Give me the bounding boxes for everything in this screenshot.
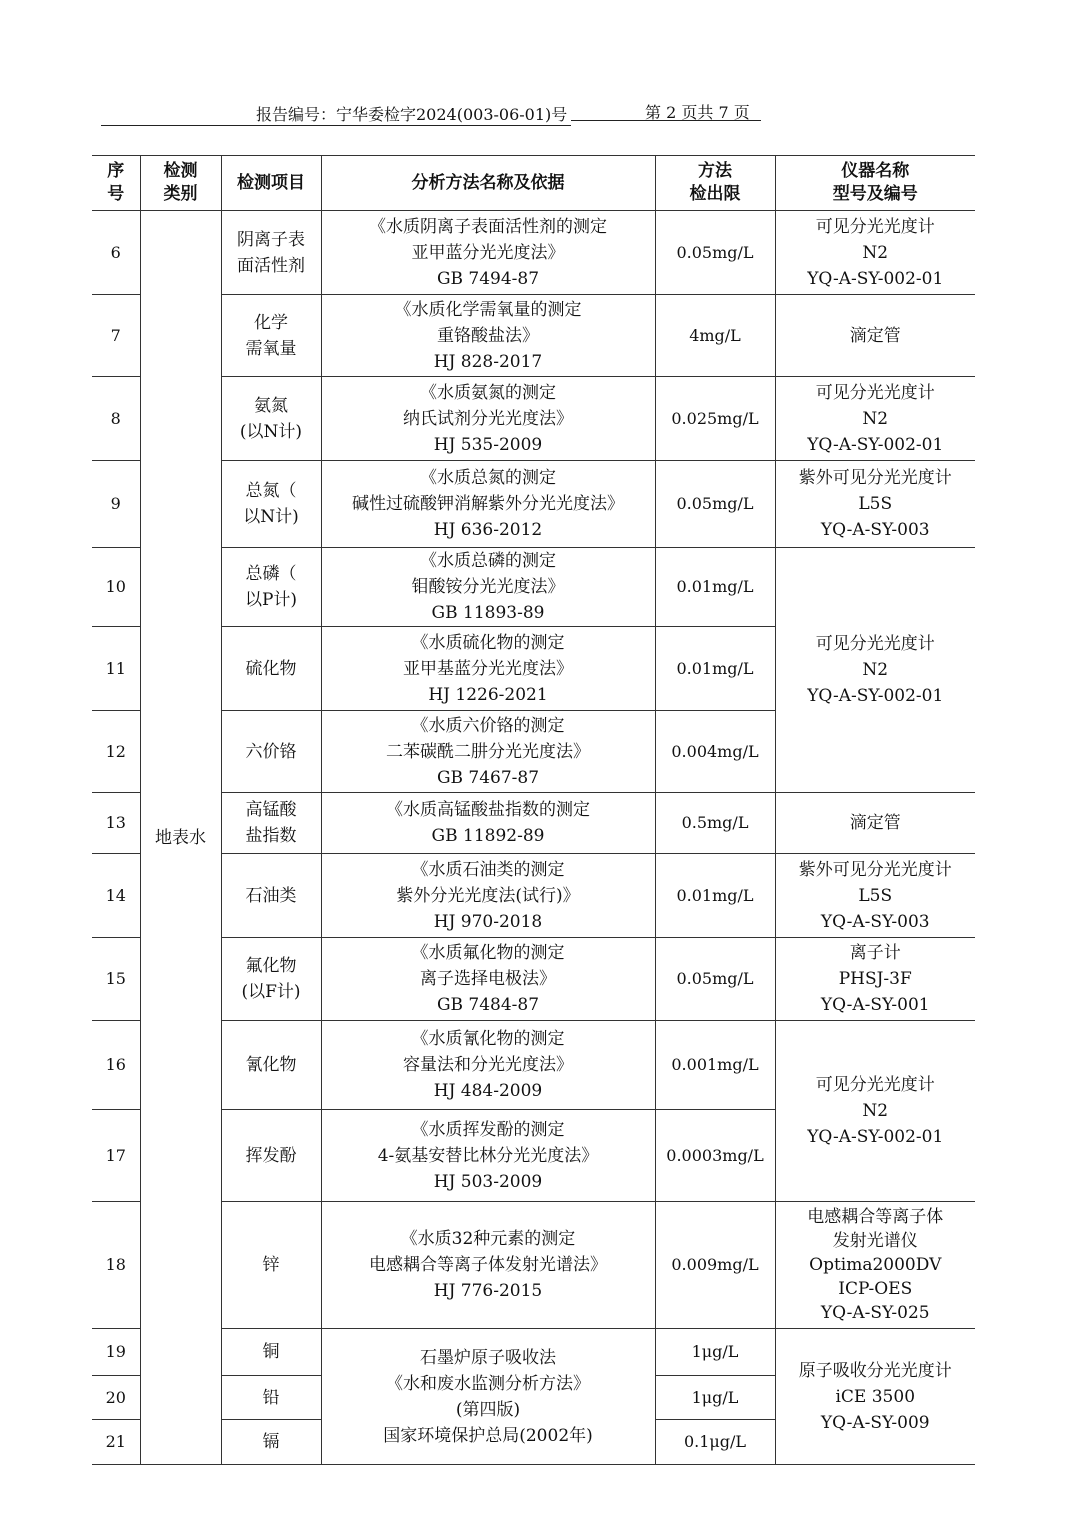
method-cell: 《水质总磷的测定 钼酸铵分光光度法》 GB 11893-89 [321, 548, 655, 627]
table-row [92, 1329, 975, 1376]
method-cell: 《水质氨氮的测定 纳氏试剂分光光度法》 HJ 535-2009 [321, 377, 655, 461]
limit-cell: 0.004mg/L [655, 711, 775, 793]
instrument-cell: 电感耦合等离子体 发射光谱仪 Optima2000DV ICP-OES YQ-A-SY-025 [775, 1202, 975, 1329]
limit-cell: 0.01mg/L [655, 627, 775, 711]
instrument-cell: 可见分光光度计 N2 YQ-A-SY-002-01 [775, 211, 975, 295]
header-rule-right [571, 120, 761, 121]
row-number: 6 [92, 211, 140, 295]
limit-cell: 0.001mg/L [655, 1021, 775, 1110]
instrument-cell: 可见分光光度计 N2 YQ-A-SY-002-01 [775, 377, 975, 461]
method-cell: 《水质化学需氧量的测定 重铬酸盐法》 HJ 828-2017 [321, 295, 655, 377]
row-number: 15 [92, 938, 140, 1021]
row-number: 16 [92, 1021, 140, 1110]
item-cell: 氨氮 (以N计) [221, 377, 321, 461]
limit-cell: 4mg/L [655, 295, 775, 377]
limit-cell: 0.1μg/L [655, 1420, 775, 1465]
instrument-cell-shared: 可见分光光度计 N2 YQ-A-SY-002-01 [775, 1021, 975, 1202]
category-cell: 地表水 [140, 211, 221, 1465]
method-cell: 《水质六价铬的测定 二苯碳酰二肼分光光度法》 GB 7467-87 [321, 711, 655, 793]
method-cell: 《水质阴离子表面活性剂的测定 亚甲蓝分光光度法》 GB 7494-87 [321, 211, 655, 295]
item-cell: 石油类 [221, 854, 321, 938]
item-cell: 总氮（ 以N计) [221, 461, 321, 548]
row-number: 17 [92, 1110, 140, 1202]
instrument-cell-shared: 可见分光光度计 N2 YQ-A-SY-002-01 [775, 548, 975, 793]
table-row [92, 548, 975, 627]
header-instrument: 仪器名称 型号及编号 [775, 156, 975, 211]
method-cell: 《水质氰化物的测定 容量法和分光光度法》 HJ 484-2009 [321, 1021, 655, 1110]
header-no: 序 号 [92, 156, 140, 211]
header-method: 分析方法名称及依据 [321, 156, 655, 211]
instrument-cell: 紫外可见分光光度计 L5S YQ-A-SY-003 [775, 854, 975, 938]
methods-table [92, 155, 975, 1465]
row-number: 21 [92, 1420, 140, 1465]
header-category: 检测 类别 [140, 156, 221, 211]
instrument-cell: 离子计 PHSJ-3F YQ-A-SY-001 [775, 938, 975, 1021]
report-number: 报告编号：宁华委检字2024(003-06-01)号 [256, 105, 568, 124]
limit-cell: 0.05mg/L [655, 938, 775, 1021]
table-row [92, 1202, 975, 1329]
header-item: 检测项目 [221, 156, 321, 211]
method-cell: 《水质挥发酚的测定 4-氨基安替比林分光光度法》 HJ 503-2009 [321, 1110, 655, 1202]
row-number: 14 [92, 854, 140, 938]
limit-cell: 0.05mg/L [655, 211, 775, 295]
row-number: 8 [92, 377, 140, 461]
table-row [92, 377, 975, 461]
limit-cell: 0.5mg/L [655, 793, 775, 854]
method-cell-shared: 石墨炉原子吸收法 《水和废水监测分析方法》 (第四版) 国家环境保护总局(2002年) [321, 1329, 655, 1465]
limit-cell: 0.009mg/L [655, 1202, 775, 1329]
item-cell: 六价铬 [221, 711, 321, 793]
row-number: 13 [92, 793, 140, 854]
table-row [92, 938, 975, 1021]
instrument-cell: 紫外可见分光光度计 L5S YQ-A-SY-003 [775, 461, 975, 548]
limit-cell: 1μg/L [655, 1376, 775, 1420]
row-number: 19 [92, 1329, 140, 1376]
limit-cell: 0.01mg/L [655, 548, 775, 627]
item-cell: 硫化物 [221, 627, 321, 711]
item-cell: 铅 [221, 1376, 321, 1420]
table-row [92, 461, 975, 548]
limit-cell: 1μg/L [655, 1329, 775, 1376]
limit-cell: 0.05mg/L [655, 461, 775, 548]
table-row [92, 211, 975, 295]
item-cell: 锌 [221, 1202, 321, 1329]
method-cell: 《水质石油类的测定 紫外分光光度法(试行)》 HJ 970-2018 [321, 854, 655, 938]
row-number: 18 [92, 1202, 140, 1329]
row-number: 12 [92, 711, 140, 793]
table-row [92, 793, 975, 854]
item-cell: 高锰酸 盐指数 [221, 793, 321, 854]
row-number: 7 [92, 295, 140, 377]
item-cell: 化学 需氧量 [221, 295, 321, 377]
method-cell: 《水质32种元素的测定 电感耦合等离子体发射光谱法》 HJ 776-2015 [321, 1202, 655, 1329]
item-cell: 挥发酚 [221, 1110, 321, 1202]
table-row [92, 295, 975, 377]
table-row [92, 854, 975, 938]
item-cell: 镉 [221, 1420, 321, 1465]
row-number: 10 [92, 548, 140, 627]
row-number: 20 [92, 1376, 140, 1420]
instrument-cell: 滴定管 [775, 295, 975, 377]
item-cell: 铜 [221, 1329, 321, 1376]
method-cell: 《水质高锰酸盐指数的测定 GB 11892-89 [321, 793, 655, 854]
instrument-cell-shared: 原子吸收分光光度计 iCE 3500 YQ-A-SY-009 [775, 1329, 975, 1465]
table-header-row [92, 156, 975, 211]
method-cell: 《水质氟化物的测定 离子选择电极法》 GB 7484-87 [321, 938, 655, 1021]
item-cell: 氰化物 [221, 1021, 321, 1110]
row-number: 11 [92, 627, 140, 711]
page-indicator: 第 2 页共 7 页 [645, 103, 750, 122]
item-cell: 氟化物 (以F计) [221, 938, 321, 1021]
header-rule [101, 125, 571, 126]
instrument-cell: 滴定管 [775, 793, 975, 854]
row-number: 9 [92, 461, 140, 548]
limit-cell: 0.025mg/L [655, 377, 775, 461]
header-limit: 方法 检出限 [655, 156, 775, 211]
item-cell: 阴离子表 面活性剂 [221, 211, 321, 295]
table-row [92, 1021, 975, 1110]
method-cell: 《水质总氮的测定 碱性过硫酸钾消解紫外分光光度法》 HJ 636-2012 [321, 461, 655, 548]
limit-cell: 0.0003mg/L [655, 1110, 775, 1202]
limit-cell: 0.01mg/L [655, 854, 775, 938]
item-cell: 总磷（ 以P计) [221, 548, 321, 627]
method-cell: 《水质硫化物的测定 亚甲基蓝分光光度法》 HJ 1226-2021 [321, 627, 655, 711]
